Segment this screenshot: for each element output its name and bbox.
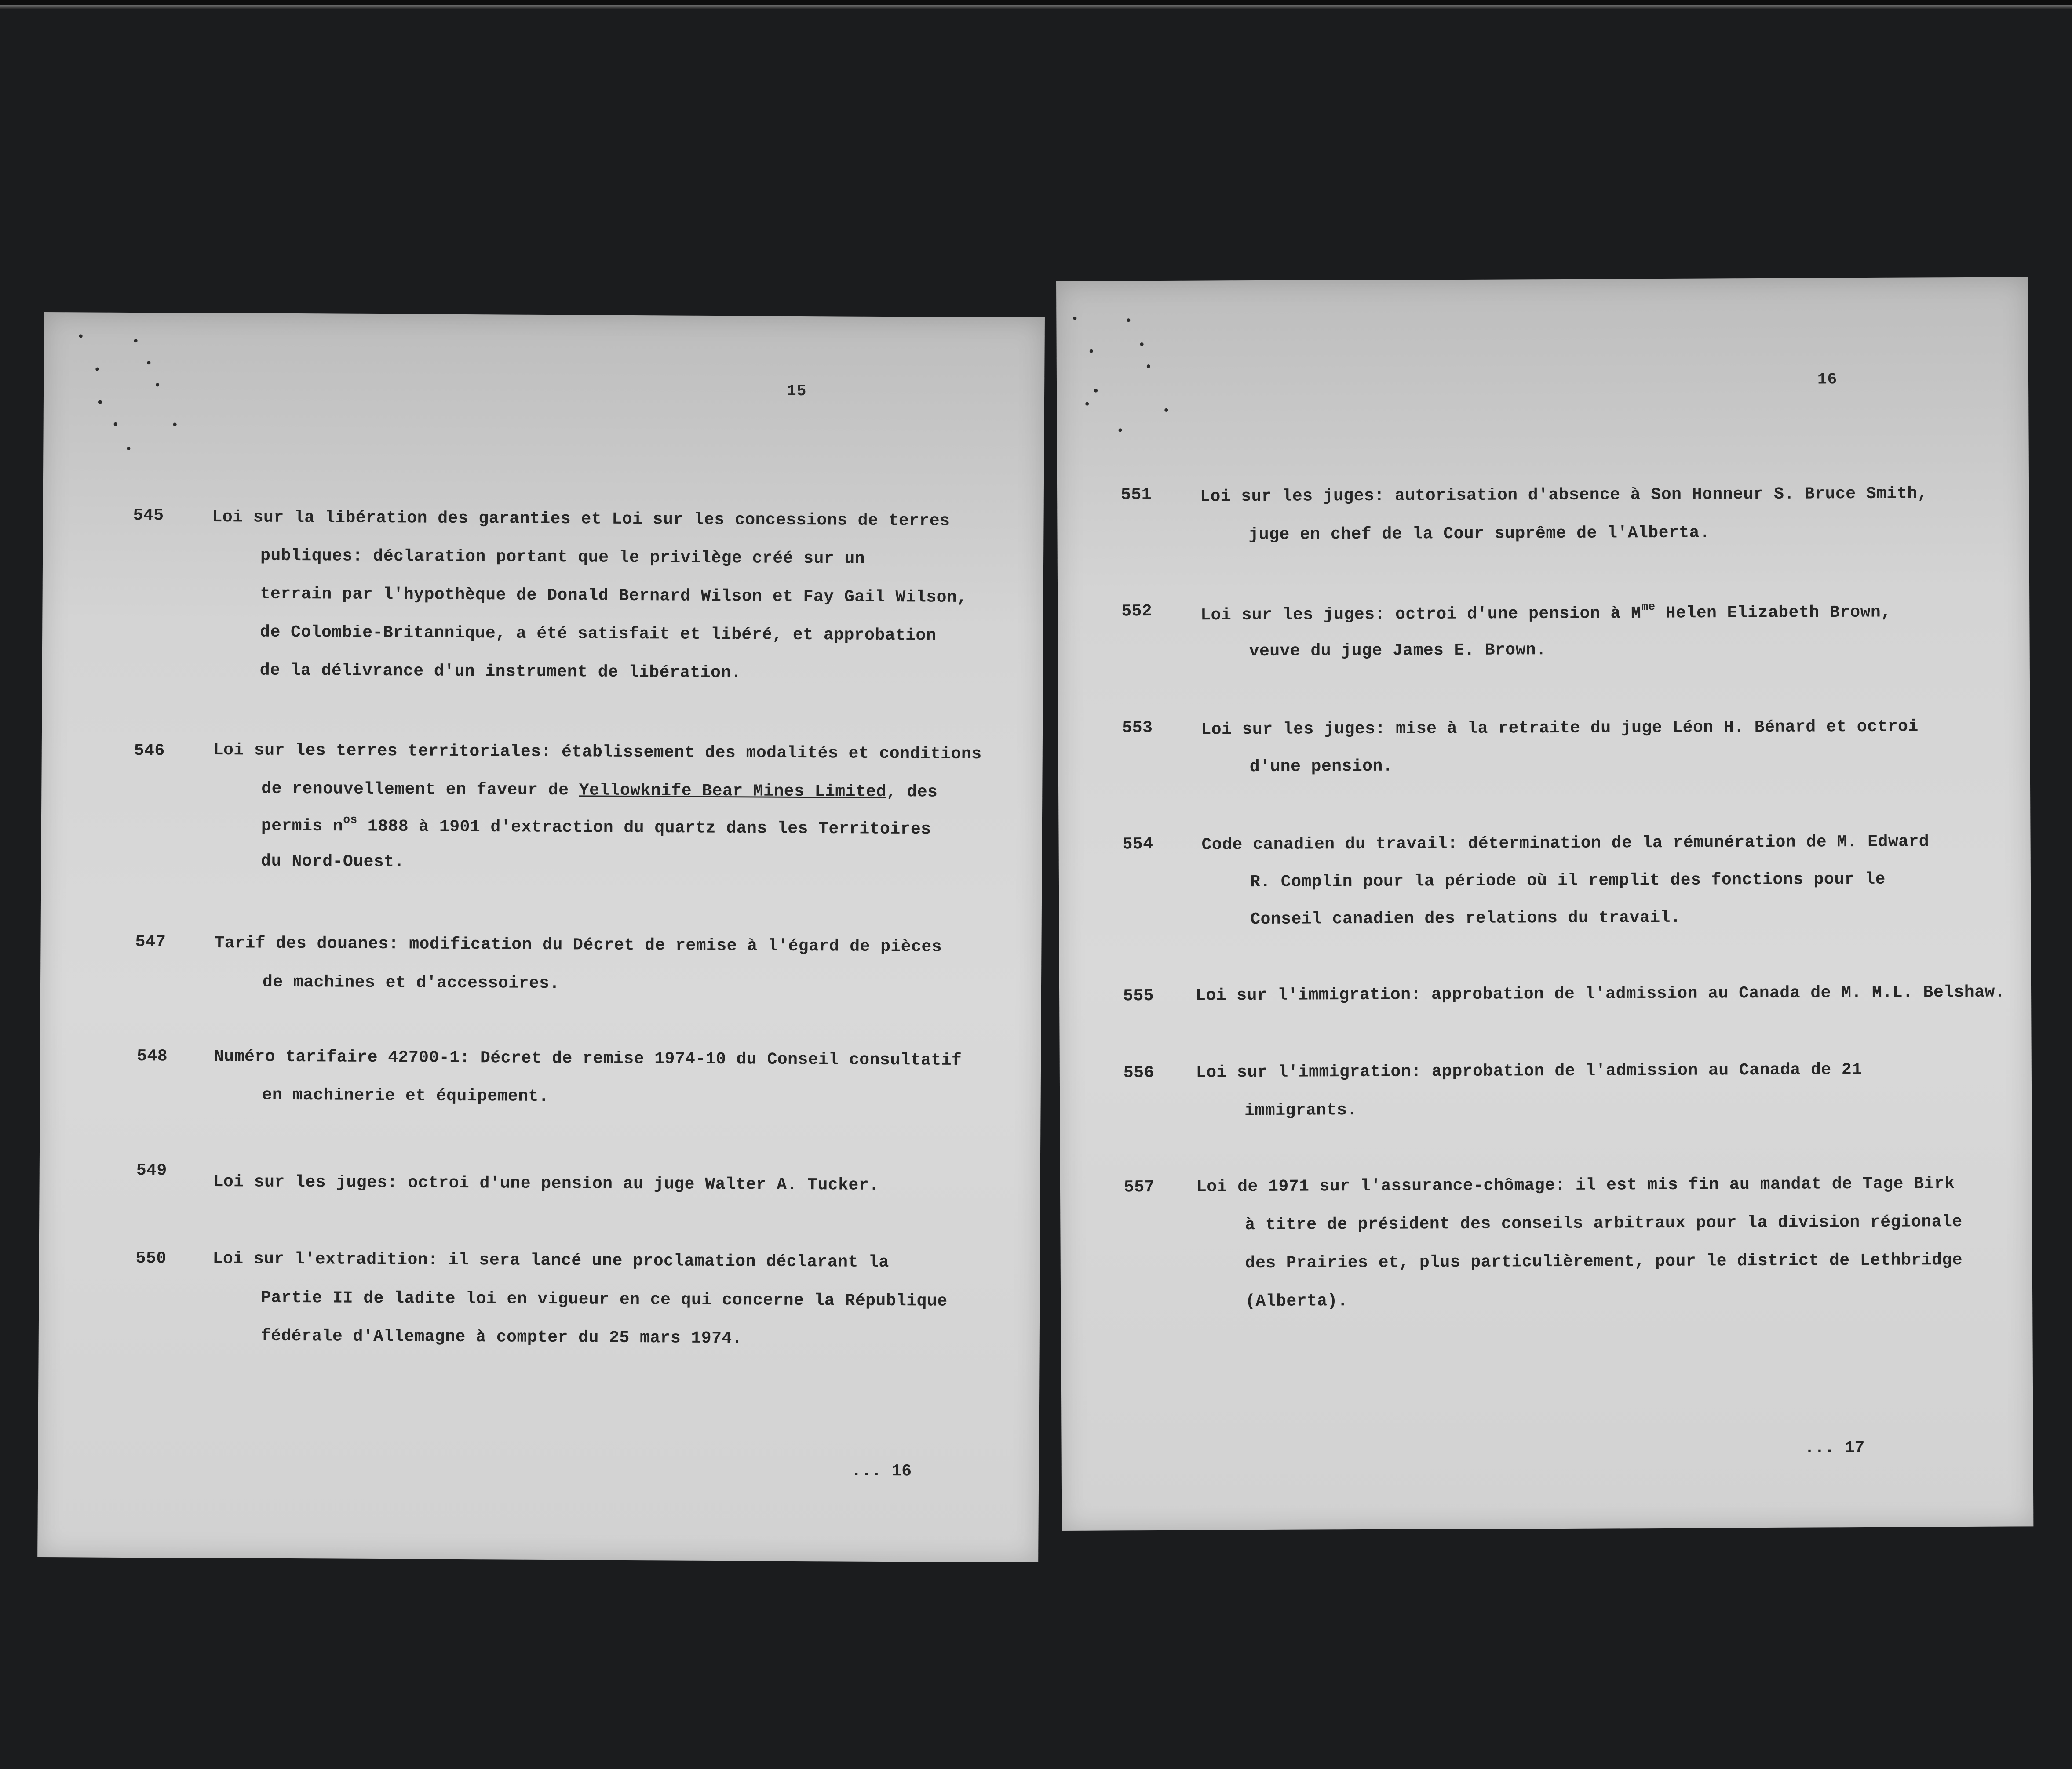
- entry-text-line: Tarif des douanes: modification du Décret de remise à l'égard de pièces: [214, 934, 942, 957]
- speck: [1094, 389, 1098, 393]
- film-edge-line: [0, 5, 2072, 9]
- entry-number: 551: [1121, 485, 1152, 505]
- entry-text-line: juge en chef de la Cour suprême de l'Alberta.: [1248, 523, 1710, 545]
- entry-text-line: Loi sur l'immigration: approbation de l'admission au Canada de M. M.L. Belshaw.: [1196, 983, 2006, 1005]
- entry-text-line: Loi sur les terres territoriales: établissement des modalités et conditions: [213, 741, 982, 764]
- speck: [1118, 428, 1122, 432]
- document-page-16: [1056, 277, 2033, 1531]
- entry-text-line: Loi sur les juges: autorisation d'absence à Son Honneur S. Bruce Smith,: [1200, 484, 1928, 506]
- page-number: 16: [1817, 370, 1838, 389]
- speck: [173, 423, 177, 426]
- speck: [95, 368, 99, 371]
- entry-text-line: R. Complin pour la période où il remplit des fonctions pour le: [1250, 870, 1886, 892]
- entry-number: 547: [135, 932, 166, 952]
- speck: [1140, 342, 1144, 346]
- entry-text-line: de Colombie-Britannique, a été satisfait et libéré, et approbation: [260, 622, 937, 645]
- film-edge: [0, 0, 2072, 5]
- entry-number: 550: [135, 1249, 167, 1268]
- entry-text-line: immigrants.: [1244, 1101, 1357, 1121]
- page-number: 15: [786, 382, 807, 400]
- entry-text-line: à titre de président des conseils arbitraux pour la division régionale: [1245, 1212, 1963, 1235]
- entry-text-line: Loi sur l'immigration: approbation de l'admission au Canada de 21: [1196, 1060, 1862, 1082]
- entry-text-line: Conseil canadien des relations du travail.: [1250, 908, 1681, 929]
- speck: [79, 334, 83, 338]
- entry-text-line: Loi sur les juges: octroi d'une pension au juge Walter A. Tucker.: [213, 1172, 879, 1195]
- entry-text-line: Partie II de ladite loi en vigueur en ce qui concerne la République: [261, 1288, 948, 1311]
- entry-text-line: de renouvellement en faveur de Yellowknife Bear Mines Limited, des: [261, 779, 938, 802]
- speck: [134, 339, 138, 342]
- entry-number: 548: [137, 1047, 168, 1066]
- speck: [98, 400, 102, 404]
- entry-number: 546: [134, 741, 165, 761]
- entry-text-line: terrain par l'hypothèque de Donald Bernard Wilson et Fay Gail Wilson,: [260, 584, 967, 608]
- entry-number: 553: [1122, 718, 1153, 738]
- entry-number: 549: [136, 1161, 167, 1180]
- speck: [1090, 349, 1093, 353]
- entry-text-line: Loi sur la libération des garanties et Loi sur les concessions de terres: [212, 508, 950, 531]
- document-page-15: [37, 312, 1045, 1562]
- entry-text-line: Loi sur les juges: octroi d'une pension à $M^{me}$ Helen Elizabeth Brown,: [1200, 600, 1891, 625]
- speck: [1085, 402, 1089, 406]
- entry-text-line: publiques: déclaration portant que le privilège créé sur un: [260, 546, 865, 568]
- entry-text-line: du Nord-Ouest.: [261, 852, 405, 872]
- speck: [1127, 318, 1130, 322]
- entry-text-line: Loi de 1971 sur l'assurance-chômage: il est mis fin au mandat de Tage Birk: [1196, 1174, 1955, 1197]
- entry-text-line: d'une pension.: [1249, 757, 1393, 777]
- entry-text-line: Code canadien du travail: détermination de la rémunération de M. Edward: [1201, 832, 1930, 855]
- entry-text-line: des Prairies et, plus particulièrement, pour le district de Lethbridge: [1245, 1251, 1963, 1273]
- entry-number: 555: [1123, 986, 1154, 1006]
- entry-number: 545: [133, 506, 164, 525]
- entry-text-line: permis $n^{os}$ 1888 à 1901 d'extraction du quartz dans les Territoires: [261, 813, 931, 839]
- entry-text-line: de machines et d'accessoires.: [262, 972, 560, 994]
- entry-text-line: de la délivrance d'un instrument de libération.: [259, 661, 742, 683]
- continuation-marker: ... 17: [1804, 1438, 1865, 1458]
- speck: [1073, 317, 1076, 320]
- speck: [1164, 408, 1168, 412]
- entry-text-line: (Alberta).: [1245, 1292, 1348, 1311]
- entry-number: 556: [1123, 1063, 1154, 1083]
- entry-text-line: en machinerie et équipement.: [262, 1085, 549, 1107]
- entry-text-line: fédérale d'Allemagne à compter du 25 mars 1974.: [260, 1326, 743, 1348]
- entry-text-line: Loi sur l'extradition: il sera lancé une proclamation déclarant la: [212, 1249, 889, 1272]
- entry-number: 557: [1124, 1178, 1155, 1197]
- entry-number: 554: [1122, 835, 1153, 854]
- speck: [147, 361, 150, 364]
- speck: [1147, 364, 1150, 368]
- entry-text-line: Numéro tarifaire 42700-1: Décret de remise 1974-10 du Conseil consultatif: [214, 1047, 962, 1070]
- speck: [114, 422, 117, 426]
- continuation-marker: ... 16: [851, 1461, 912, 1481]
- entry-number: 552: [1121, 602, 1153, 621]
- entry-text-line: veuve du juge James E. Brown.: [1249, 641, 1547, 661]
- speck: [127, 447, 130, 450]
- entry-text-line: Loi sur les juges: mise à la retraite du juge Léon H. Bénard et octroi: [1201, 717, 1919, 739]
- speck: [156, 383, 159, 386]
